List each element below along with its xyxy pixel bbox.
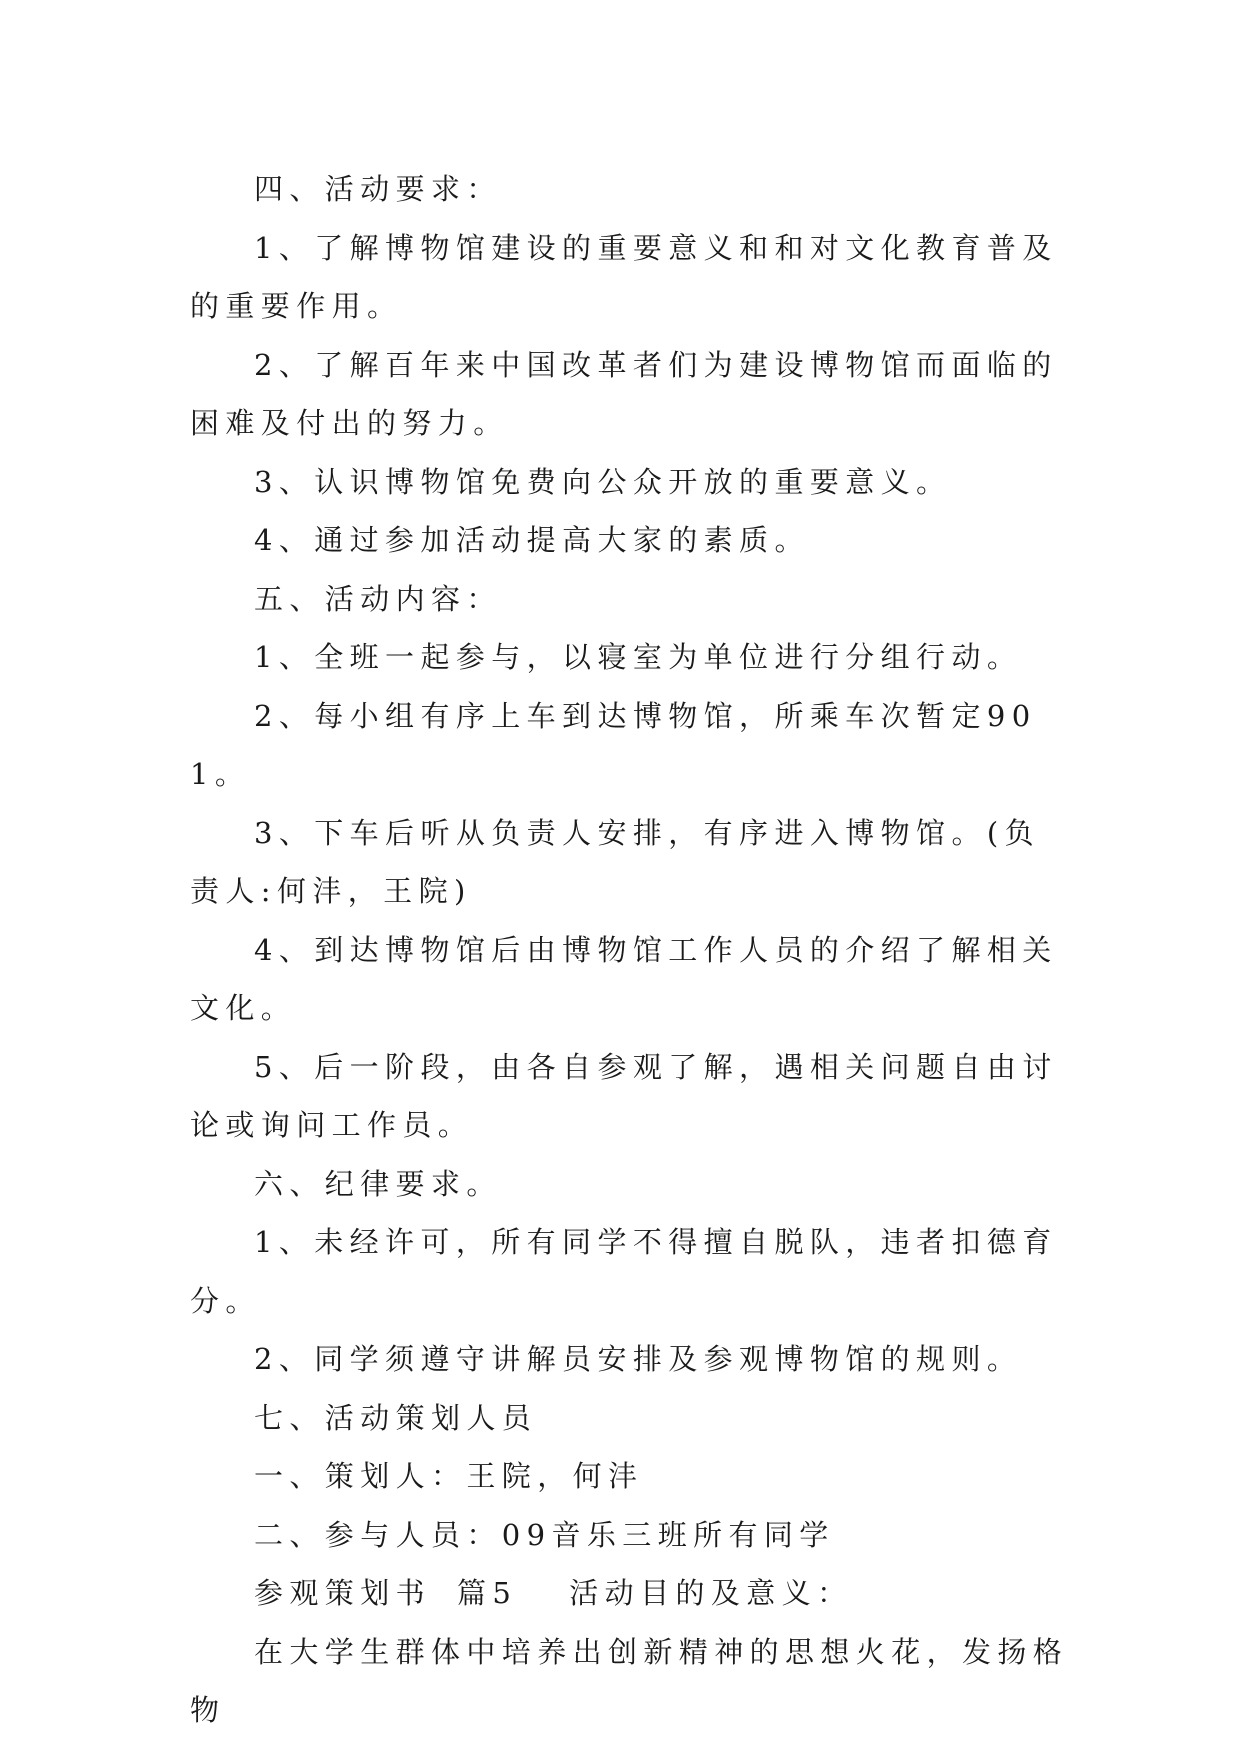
paragraph-5: 4、通过参加活动提高大家的素质。	[254, 523, 810, 557]
paragraph-8: 2、每小组有序上车到达博物馆，所乘车次暂定901。	[190, 698, 1037, 791]
paragraph-1: 四、活动要求：	[254, 172, 502, 206]
paragraph-14: 2、同学须遵守讲解员安排及参观博物馆的规则。	[254, 1342, 1023, 1376]
section-heading	[190, 1564, 1070, 1623]
paragraph-12: 六、纪律要求。	[254, 1166, 502, 1201]
paragraph-final: 在大学生群体中培养出创新精神的思想火花，发扬格物	[190, 1634, 1069, 1727]
paragraph-4: 3、认识博物馆免费向公众开放的重要意义。	[254, 464, 952, 499]
section-subtitle: 活动目的及意义：	[569, 1576, 853, 1610]
paragraph-11: 5、后一阶段，由各自参观了解，遇相关问题自由讨论或询问工作员。	[190, 1049, 1058, 1142]
paragraph-3: 2、了解百年来中国改革者们为建设博物馆而面临的困难及付出的努力。	[190, 347, 1058, 440]
paragraph-7: 1、全班一起参与，以寝室为单位进行分组行动。	[254, 640, 1023, 674]
paragraph-2: 1、了解博物馆建设的重要意义和和对文化教育普及的重要作用。	[190, 230, 1058, 323]
paragraph-9: 3、下车后听从负责人安排，有序进入博物馆。(负责人:何沣，王院)	[190, 815, 1040, 908]
paragraph-13: 1、未经许可，所有同学不得擅自脱队，违者扣德育分。	[190, 1225, 1058, 1318]
paragraph-16: 一、策划人：王院，何沣	[254, 1459, 644, 1493]
section-number: 篇5	[457, 1576, 518, 1610]
paragraph-10: 4、到达博物馆后由博物馆工作人员的介绍了解相关文化。	[190, 932, 1058, 1025]
paragraph-15: 七、活动策划人员	[254, 1400, 538, 1435]
paragraph-6: 五、活动内容：	[254, 581, 502, 616]
paragraph-17: 二、参与人员：09音乐三班所有同学	[254, 1517, 835, 1552]
section-title: 参观策划书	[254, 1576, 432, 1610]
document-body	[190, 160, 1070, 1740]
